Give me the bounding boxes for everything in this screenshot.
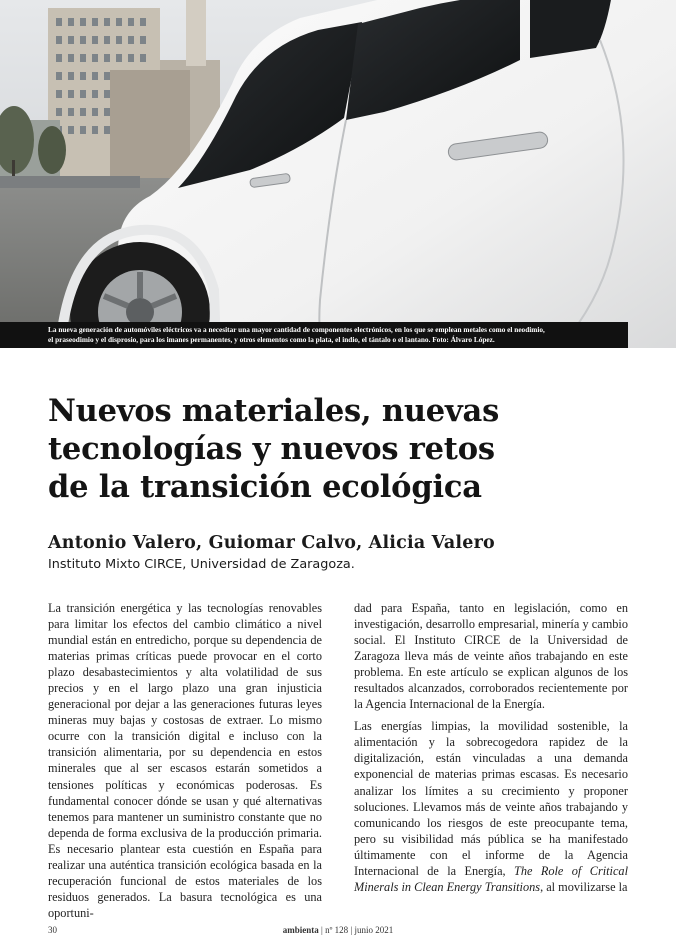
article-affiliation: Instituto Mixto CIRCE, Universidad de Zaragoza. xyxy=(48,557,355,572)
magazine-name: ambienta xyxy=(282,925,319,935)
body-column-left xyxy=(48,600,322,921)
caption-line-2: el praseodimio y el disprosio, para los imanes permanentes, y otros elementos como la plata, el indio, el tántalo o el lantano. Foto: Álvaro López. xyxy=(48,334,495,344)
title-line-1: Nuevos materiales, nuevas xyxy=(48,393,500,429)
article-title xyxy=(48,392,608,506)
report-title: The Role of Critical Minerals in Clean Energy Transitions xyxy=(354,863,629,894)
page-number: 30 xyxy=(48,925,57,935)
title-line-2: tecnologías y nuevos retos xyxy=(48,431,495,467)
title-line-3: de la transición ecológica xyxy=(48,469,482,505)
magazine-footer xyxy=(0,925,676,935)
paragraph-text-end: , al movilizarse la xyxy=(540,879,628,894)
paragraph xyxy=(354,718,628,895)
article-authors: Antonio Valero, Guiomar Calvo, Alicia Valero xyxy=(48,533,495,553)
paragraph-text: Las energías limpias, la movilidad sostenible, la alimentación y la sobrecogedora rapidez de la digitalización, están vinculadas a una demanda exponencial de materias primas escasas. Es necesario analizar los límites a su crecimiento y proponer soluciones. Llevamos más de veinte años trabajando y comunicando los riesgos de este preocupante tema, pero su visibilidad más pública se ha manifestado últimamente con el informe de la Agencia Internacional de la Energía, xyxy=(354,719,628,878)
paragraph: La transición energética y las tecnologías renovables para limitar los efectos del cambio climático a nivel mundial están en entredicho, porque su dependencia de materias primas críticas puede provocar en el corto plazo desabastecimientos y alta volatilidad de sus precios y en el largo plazo una gran injusticia generacional por dejar a las generaciones futuras leyes mineras muy bajas y costosas de extraer. Lo mismo ocurre con la transición digital e incluso con la transición alimentaria, por su dependencia en estos minerales que al ser escasos estarán sometidos a tensiones políticas y económicas poderosas. Es fundamental conocer dónde se usan y qué alternativas tenemos para mantener un suministro constante que no dependa de forma exclusiva de la producción primaria. Es necesario plantear esta cuestión en España para realizar una auténtica transición ecológica basada en la recuperación funcional de estos materiales de los residuos generados. La basura tecnológica es una oportuni- xyxy=(48,601,322,920)
issue-info: | nº 128 | junio 2021 xyxy=(318,925,394,935)
photo-caption xyxy=(0,322,628,348)
caption-line-1: La nueva generación de automóviles eléctricos va a necesitar una mayor cantidad de componentes electrónicos, en los que se emplean metales como el neodimio, xyxy=(48,325,545,334)
body-column-right xyxy=(354,600,628,895)
paragraph: dad para España, tanto en legislación, como en investigación, desarrollo empresarial, minería y cambio social. El Instituto CIRCE de la Universidad de Zaragoza lleva más de veinte años trabajando en este problema. En este artículo se explican algunos de los resultados alcanzados, corroborados recientemente por la Agencia Internacional de la Energía. xyxy=(354,601,628,712)
hero-photo xyxy=(0,0,676,348)
